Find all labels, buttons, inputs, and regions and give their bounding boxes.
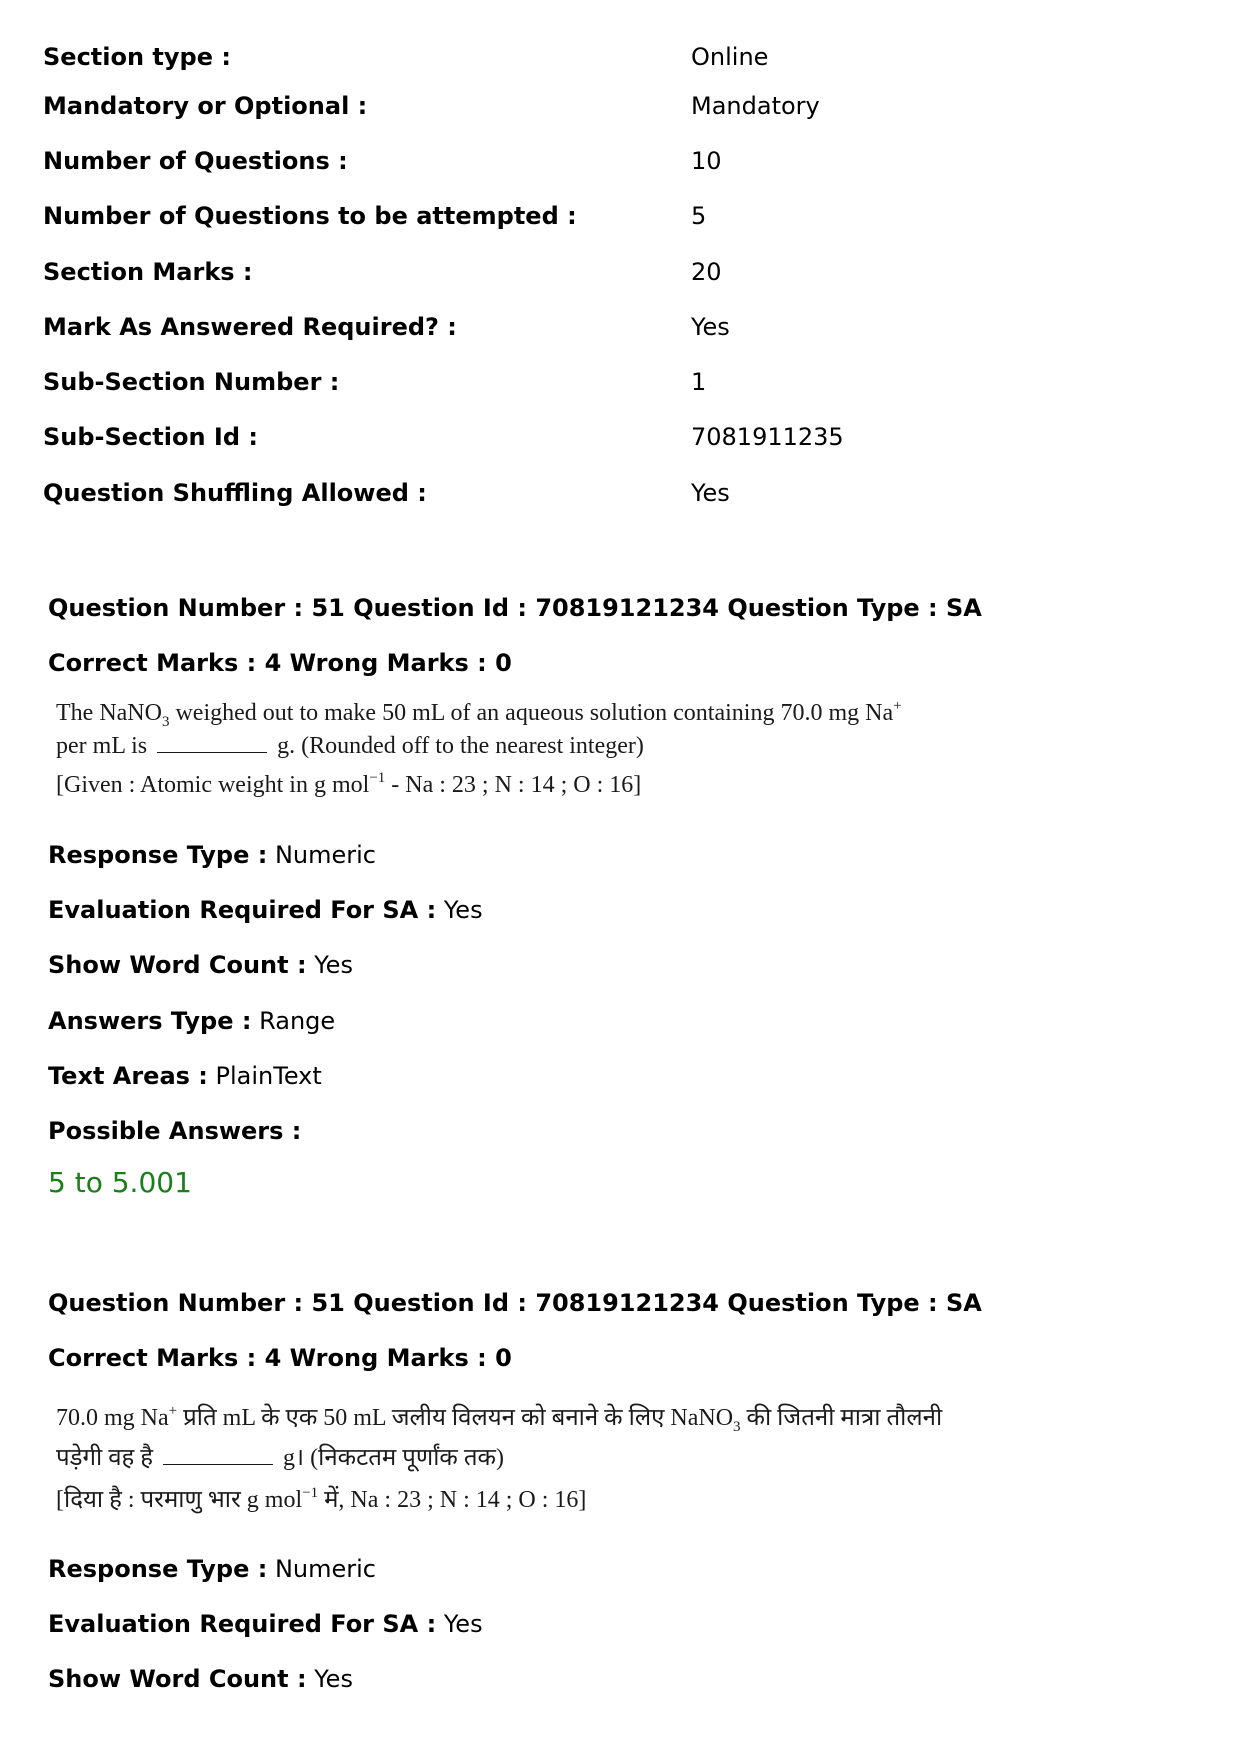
questions-attempted-row bbox=[43, 196, 1193, 236]
possible-answers-label: Possible Answers : bbox=[48, 1117, 302, 1145]
question-text-line: [दिया है : परमाणु भार g mol$^{-1}$ में, Na : 23 ; N : 14 ; O : 16] bbox=[56, 1485, 587, 1513]
question-text-line: 70.0 mg Na+ प्रति mL के एक 50 mL जलीय विलयन को बनाने के लिए NaNO$_3$ की जितनी मात्रा तौलनी bbox=[56, 1403, 943, 1435]
info-label: Section type : bbox=[43, 43, 231, 71]
question-text-image bbox=[56, 1400, 956, 1530]
sub-section-number-row bbox=[43, 362, 1193, 402]
question-text-line: per mL is g. (Rounded off to the nearest integer) bbox=[56, 733, 644, 759]
mark-as-answered-row bbox=[43, 307, 1193, 347]
sub-section-id-row bbox=[43, 417, 1193, 457]
info-label: Number of Questions : bbox=[43, 147, 348, 175]
response-type-field: Response Type : Numeric bbox=[48, 1555, 376, 1583]
question-text-image bbox=[56, 700, 956, 810]
question-header: Question Number : 51 Question Id : 70819121234 Question Type : SA bbox=[48, 1289, 982, 1317]
question-marks: Correct Marks : 4 Wrong Marks : 0 bbox=[48, 649, 512, 677]
question-header: Question Number : 51 Question Id : 70819121234 Question Type : SA bbox=[48, 594, 982, 622]
answer-blank bbox=[163, 1446, 273, 1465]
text-areas-field: Text Areas : PlainText bbox=[48, 1062, 322, 1090]
info-label: Section Marks : bbox=[43, 258, 253, 286]
question-shuffling-row bbox=[43, 473, 1193, 513]
info-label: Number of Questions to be attempted : bbox=[43, 202, 577, 230]
show-word-count-field: Show Word Count : Yes bbox=[48, 1665, 353, 1693]
info-value: 7081911235 bbox=[691, 423, 844, 451]
evaluation-required-field: Evaluation Required For SA : Yes bbox=[48, 1610, 483, 1638]
number-of-questions-row bbox=[43, 141, 1193, 181]
info-label: Sub-Section Id : bbox=[43, 423, 258, 451]
info-value: 10 bbox=[691, 147, 722, 175]
info-value: 5 bbox=[691, 202, 707, 230]
question-text-line: [Given : Atomic weight in g mol$^{-1}$ - Na : 23 ; N : 14 ; O : 16] bbox=[56, 770, 642, 798]
info-value: 20 bbox=[691, 258, 722, 286]
info-label: Mark As Answered Required? : bbox=[43, 313, 457, 341]
answers-type-field: Answers Type : Range bbox=[48, 1007, 336, 1035]
answer-blank bbox=[157, 734, 267, 753]
possible-answer-value: 5 to 5.001 bbox=[48, 1166, 192, 1199]
info-label: Mandatory or Optional : bbox=[43, 92, 368, 120]
info-value: Mandatory bbox=[691, 92, 820, 120]
question-text-line: पड़ेगी वह है g। (निकटतम पूर्णांक तक) bbox=[56, 1445, 504, 1471]
question-marks: Correct Marks : 4 Wrong Marks : 0 bbox=[48, 1344, 512, 1372]
section-marks-row bbox=[43, 252, 1193, 292]
section-type-row bbox=[43, 37, 1193, 77]
info-value: Yes bbox=[691, 479, 730, 507]
question-text-line: The NaNO$_3$ weighed out to make 50 mL of an aqueous solution containing 70.0 mg Na+ bbox=[56, 698, 902, 730]
info-value: Online bbox=[691, 43, 769, 71]
mandatory-row bbox=[43, 86, 1193, 126]
info-value: 1 bbox=[691, 368, 707, 396]
info-value: Yes bbox=[691, 313, 730, 341]
info-label: Question Shuffling Allowed : bbox=[43, 479, 427, 507]
evaluation-required-field: Evaluation Required For SA : Yes bbox=[48, 896, 483, 924]
info-label: Sub-Section Number : bbox=[43, 368, 340, 396]
response-type-field: Response Type : Numeric bbox=[48, 841, 376, 869]
show-word-count-field: Show Word Count : Yes bbox=[48, 951, 353, 979]
